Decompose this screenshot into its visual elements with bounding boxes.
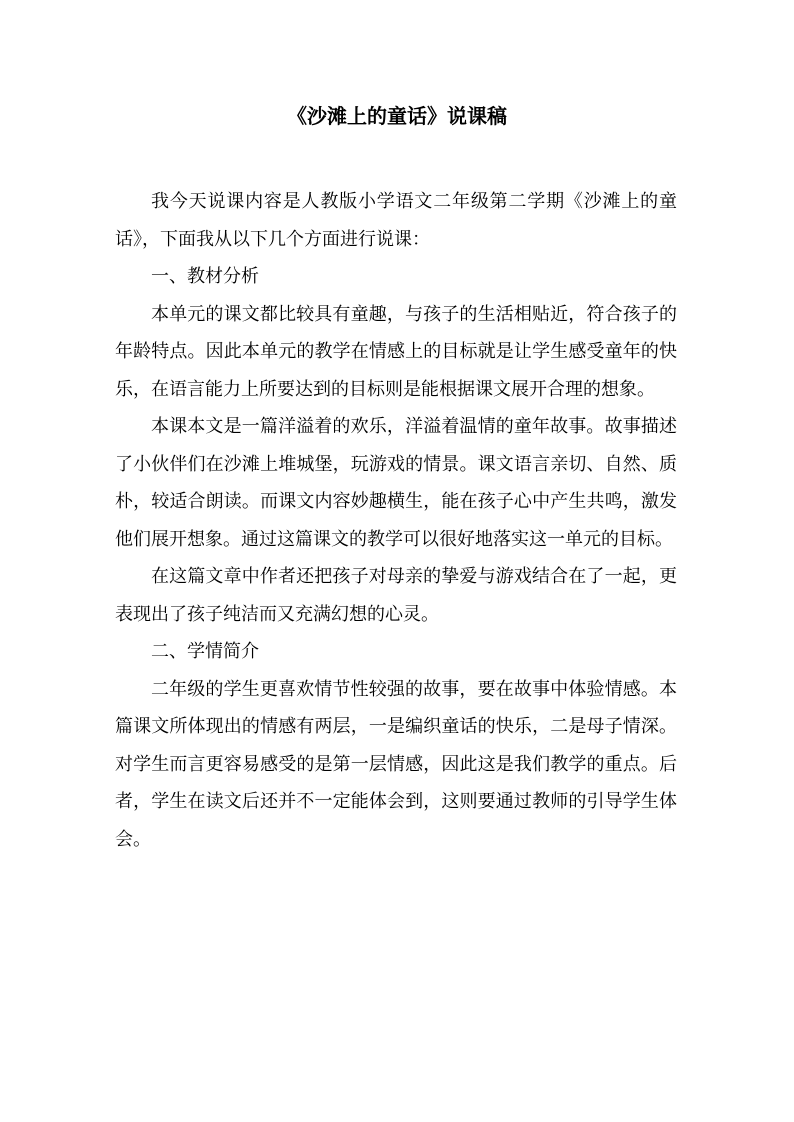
paragraph-lesson-overview: 本课本文是一篇洋溢着的欢乐，洋溢着温情的童年故事。故事描述了小伙伴们在沙滩上堆城堡，玩游戏的情景。课文语言亲切、自然、质朴，较适合朗读。而课文内容妙趣横生，能在孩子心中产生共鸣，激发他们展开想象。通过这篇课文的教学可以很好地落实这一单元的目标。 <box>115 416 677 550</box>
document-body <box>115 183 677 858</box>
paragraph-intro: 我今天说课内容是人教版小学语文二年级第二学期《沙滩上的童话》，下面我从以下几个方面进行说课： <box>115 191 677 250</box>
paragraph-student-analysis: 二年级的学生更喜欢情节性较强的故事，要在故事中体验情感。本篇课文所体现出的情感有两层，一是编织童话的快乐，二是母子情深。对学生而言更容易感受的是第一层情感，因此这是我们教学的重点。后者，学生在读文后还并不一定能体会到，这则要通过教师的引导学生体会。 <box>115 678 677 850</box>
document-title: 《沙滩上的童话》说课稿 <box>287 104 507 128</box>
paragraph-mother-love: 在这篇文章中作者还把孩子对母亲的挚爱与游戏结合在了一起，更表现出了孩子纯洁而又充满幻想的心灵。 <box>115 566 677 625</box>
section-heading-textbook-analysis: 一、教材分析 <box>151 266 259 287</box>
paragraph-unit-goals: 本单元的课文都比较具有童趣，与孩子的生活相贴近，符合孩子的年龄特点。因此本单元的教学在情感上的目标就是让学生感受童年的快乐，在语言能力上所要达到的目标则是能根据课文展开合理的想象。 <box>115 303 677 400</box>
section-heading-student-analysis: 二、学情简介 <box>151 641 259 662</box>
